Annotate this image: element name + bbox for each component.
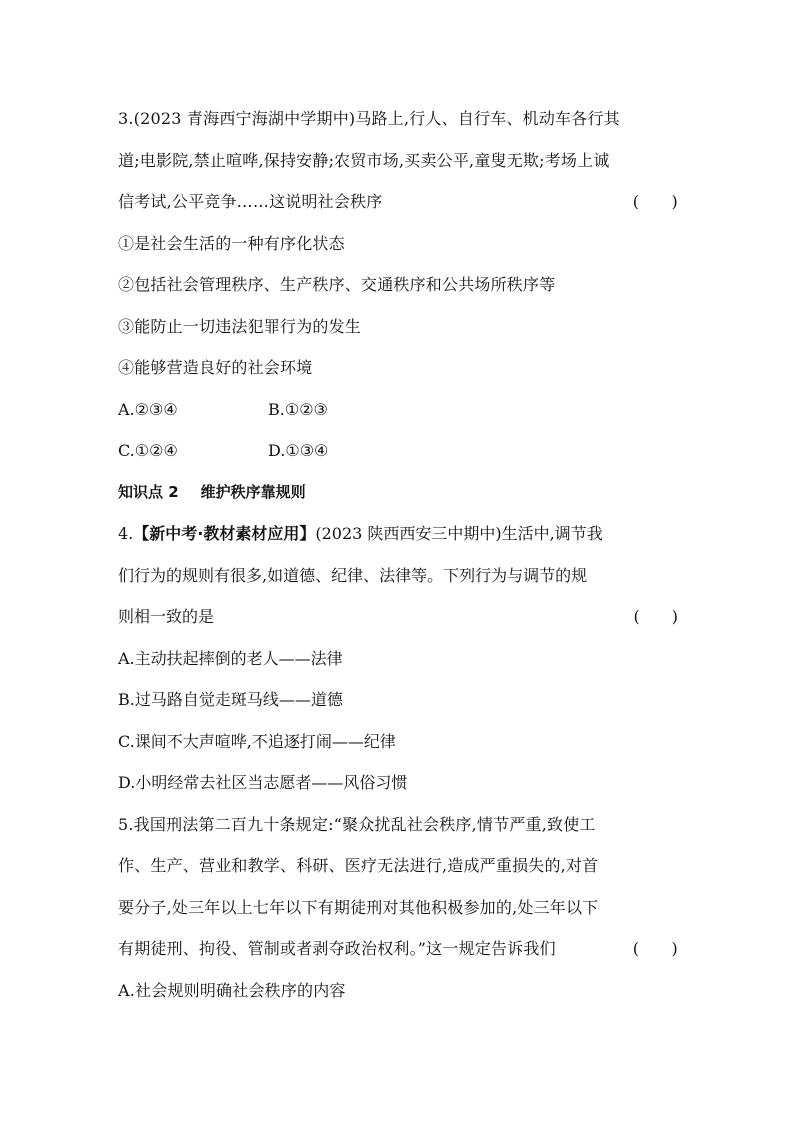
statement-4: ④能够营造良好的社会环境 [118,358,313,377]
question-4-number: 4. [118,524,134,543]
option-b: B.①②③ [268,399,328,419]
question-4-line-3 [118,596,678,638]
question-4 [118,513,678,804]
question-4-line-2: 们行为的规则有很多,如道德、纪律、法律等。下列行为与调节的规 [118,565,588,585]
question-3-line-1: 3.(2023 青海西宁海湖中学期中)马路上,行人、自行车、机动车各行其 [118,109,620,128]
question-5-line-4 [118,928,678,970]
question-5-line-4-text: 有期徒刑、拘役、管制或者剥夺政治权利。”这一规定告诉我们 [118,939,556,958]
question-3 [118,98,678,472]
section-label: 知识点 2 [118,482,179,501]
question-4-line-1-text: (2023 陕西西安三中期中)生活中,调节我 [315,524,603,543]
answer-blank-4: ( ) [633,607,678,626]
question-4-option-a: A.主动扶起摔倒的老人——法律 [118,648,343,668]
statement-3: ③能防止一切违法犯罪行为的发生 [118,316,362,336]
question-3-line-3-text: 信考试,公平竞争……这说明社会秩序 [118,192,383,211]
question-3-line-3 [118,181,678,223]
question-5-line-3: 要分子,处三年以上七年以下有期徒刑对其他积极参加的,处三年以下 [118,897,599,917]
question-5-option-a: A.社会规则明确社会秩序的内容 [118,980,346,1000]
question-4-option-c: C.课间不大声喧哗,不追逐打闹——纪律 [118,731,396,751]
question-4-line-1 [118,513,678,555]
statement-2: ②包括社会管理秩序、生产秩序、交通秩序和公共场所秩序等 [118,275,556,294]
option-c: C.①②④ [118,441,178,460]
question-4-option-d: D.小明经常去社区当志愿者——风俗习惯 [118,773,408,792]
worksheet-page [118,98,678,1011]
question-3-line-2: 道;电影院,禁止喧哗,保持安静;农贸市场,买卖公平,童叟无欺;考场上诚 [118,150,610,170]
question-3-options-row-1 [118,389,678,431]
option-d: D.①③④ [268,441,329,460]
question-5-line-2: 作、生产、营业和教学、科研、医疗无法进行,造成严重损失的,对首 [118,856,599,875]
option-a: A.②③④ [118,399,178,419]
question-3-options-row-2 [118,430,678,472]
question-4-option-b: B.过马路自觉走斑马线——道德 [118,690,343,709]
section-heading [118,472,678,514]
question-5 [118,804,678,1012]
section-title: 维护秩序靠规则 [200,482,306,501]
answer-blank-5: ( ) [632,939,678,958]
question-5-line-1: 5.我国刑法第二百九十条规定:“聚众扰乱社会秩序,情节严重,致使工 [118,814,596,834]
question-4-tag: 【新中考·教材素材应用】 [133,524,316,543]
statement-1: ①是社会生活的一种有序化状态 [118,233,345,253]
answer-blank-3: ( ) [632,192,678,211]
question-4-line-3-text: 则相一致的是 [118,607,215,626]
